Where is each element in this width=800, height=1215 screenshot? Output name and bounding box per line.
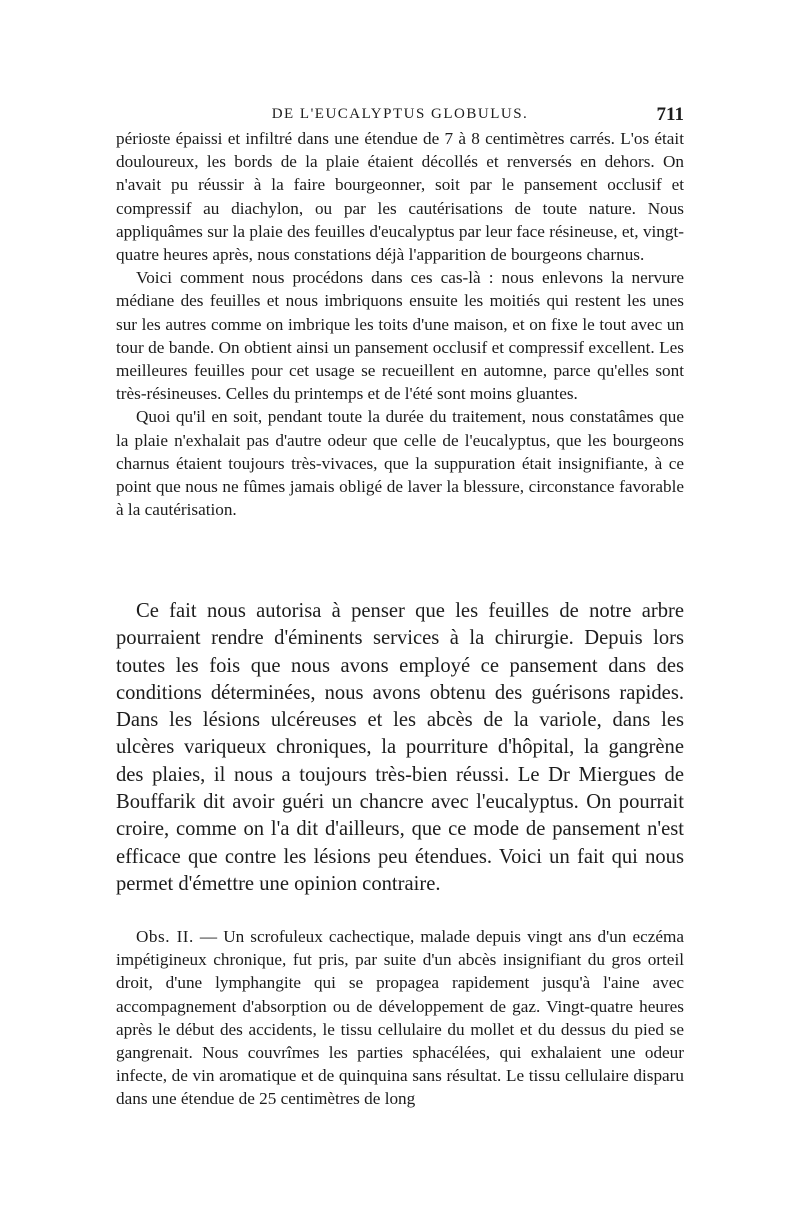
page-header <box>116 104 684 128</box>
body-text-upper <box>116 127 684 521</box>
paragraph: Ce fait nous autorisa à penser que les feuilles de notre arbre pourraient rendre d'éminents services à la chirurgie. Depuis lors toutes les fois que nous avons employé ce pansement dans des conditions déterminées, nous avons obtenu des guérisons rapides. Dans les lésions ulcéreuses et les abcès de la variole, dans les ulcères variqueux chroniques, la pourriture d'hôpital, la gangrène des plaies, il nous a toujours très-bien réussi. Le Dr Miergues de Bouffarik dit avoir guéri un chancre avec l'eucalyptus. On pourrait croire, comme on l'a dit d'ailleurs, que ce mode de pansement n'est efficace que contre les lésions peu étendues. Voici un fait qui nous permet d'émettre une opinion contraire. <box>116 600 684 895</box>
observation-text: — Un scrofuleux cachectique, malade depuis vingt ans d'un eczéma impétigineux chronique, fut pris, par suite d'un abcès insignifiant du gros orteil droit, d'une lymphangite qui se propagea rapidement jusqu'à l'aine avec accompagnement d'absorption ou de développement de gaz. Vingt-quatre heures après le début des accidents, le tissu cellulaire du mollet et du dessus du pied se gangrenait. Nous couvrîmes les parties sphacélées, qui exhalaient une odeur infecte, de vin aromatique et de quinquina sans résultat. Le tissu cellulaire disparu dans une étendue de 25 centimètres de long <box>116 927 684 1109</box>
body-text-large <box>116 598 684 898</box>
observation-note <box>116 925 684 1111</box>
page-number: 711 <box>656 104 684 125</box>
observation-label: Obs. II. <box>136 927 194 946</box>
paragraph <box>116 925 684 1111</box>
paragraph: Quoi qu'il en soit, pendant toute la durée du traitement, nous constatâmes que la plaie n'exhalait pas d'autre odeur que celle de l'eucalyptus, que les bourgeons charnus étaient toujours très-vivaces, que la suppuration était insignifiante, à ce point que nous ne fûmes jamais obligé de laver la blessure, circonstance favorable à la cautérisation. <box>116 407 684 520</box>
running-title: DE L'EUCALYPTUS GLOBULUS. <box>271 106 529 122</box>
paragraph: périoste épaissi et infiltré dans une étendue de 7 à 8 centimètres carrés. L'os était douloureux, les bords de la plaie étaient décollés et renversés en dehors. On n'avait pu réussir à la faire bourgeonner, soit par le pansement occlusif et compressif au diachylon, ou par les cautérisations de toute nature. Nous appliquâmes sur la plaie des feuilles d'eucalyptus par leur face résineuse, et, vingt-quatre heures après, nous constations déjà l'apparition de bourgeons charnus. <box>116 129 684 265</box>
paragraph: Voici comment nous procédons dans ces cas-là : nous enlevons la nervure médiane des feuilles et nous imbriquons ensuite les moitiés qui restent les unes sur les autres comme on imbrique les toits d'une maison, et on fixe le tout avec un tour de bande. On obtient ainsi un pansement occlusif et compressif excellent. Les meilleures feuilles pour cet usage se recueillent en automne, parce qu'elles sont très-résineuses. Celles du printemps et de l'été sont moins gluantes. <box>116 268 684 404</box>
